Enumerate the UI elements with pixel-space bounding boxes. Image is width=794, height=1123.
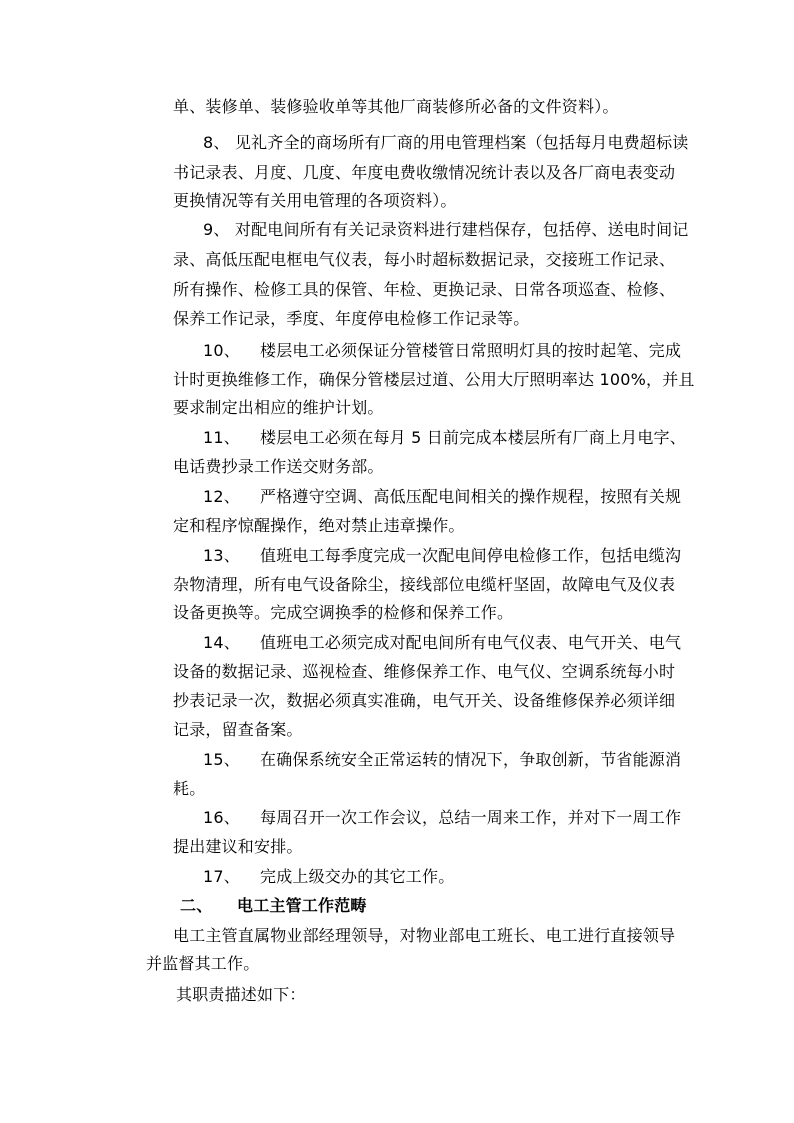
- section-number: 二、: [180, 896, 213, 915]
- item-number: 14、: [203, 633, 240, 652]
- text-line: 定和程序惊醒操作，绝对禁止违章操作。: [173, 516, 465, 535]
- text-line: 书记录表、月度、几度、年度电费收缴情况统计表以及各厂商电表变动: [173, 163, 676, 182]
- list-item: [203, 487, 681, 507]
- item-text: 每周召开一次工作会议，总结一周来工作，并对下一周工作: [260, 808, 682, 827]
- text-line: 设备的数据记录、巡视检查、维修保养工作、电气仪、空调系统每小时: [173, 662, 676, 681]
- list-item: [203, 546, 681, 566]
- text-line: 抄表记录一次，数据必须真实准确，电气开关、设备维修保养必须详细: [173, 691, 676, 710]
- item-text: 值班电工每季度完成一次配电间停电检修工作，包括电缆沟: [260, 546, 682, 565]
- item-number: 10、: [203, 341, 240, 360]
- text-line: 8、 见礼齐全的商场所有厂商的用电管理档案（包括每月电费超标读: [203, 133, 689, 152]
- text-line: 并监督其工作。: [146, 954, 260, 973]
- item-text: 完成上级交办的其它工作。: [260, 867, 455, 886]
- text-line: 录、高低压配电框电气仪表，每小时超标数据记录，交接班工作记录、: [173, 250, 676, 269]
- item-text: 楼层电工必须保证分管楼管日常照明灯具的按时起笔、完成: [260, 341, 682, 360]
- text-line: 设备更换等。完成空调换季的检修和保养工作。: [173, 603, 514, 622]
- list-item: [203, 341, 681, 361]
- item-number: 17、: [203, 867, 240, 886]
- text-line: 电话费抄录工作送交财务部。: [173, 457, 384, 476]
- list-item: [203, 633, 681, 653]
- text-line: 其职责描述如下：: [176, 985, 306, 1004]
- item-text: 值班电工必须完成对配电间所有电气仪表、电气开关、电气: [260, 633, 682, 652]
- text-line: 更换情况等有关用电管理的各项资料）。: [173, 191, 457, 210]
- text-line: 提出建议和安排。: [173, 837, 303, 856]
- text-line: 所有操作、检修工具的保管、年检、更换记录、日常各项巡查、检修、: [173, 280, 676, 299]
- list-item: [203, 808, 681, 828]
- item-text: 严格遵守空调、高低压配电间相关的操作规程，按照有关规: [260, 487, 682, 506]
- text-line: 保养工作记录，季度、年度停电检修工作记录等。: [173, 309, 530, 328]
- list-item: [203, 750, 681, 770]
- text-line: 记录，留查备案。: [173, 720, 303, 739]
- list-item: [203, 867, 454, 887]
- item-number: 11、: [203, 428, 240, 447]
- item-number: 13、: [203, 546, 240, 565]
- item-number: 12、: [203, 487, 240, 506]
- section-heading: [180, 896, 367, 916]
- item-text: 楼层电工必须在每月 5 日前完成本楼层所有厂商上月电字、: [260, 428, 686, 447]
- text-line: 要求制定出相应的维护计划。: [173, 398, 384, 417]
- item-number: 16、: [203, 808, 240, 827]
- text-line: 杂物清理，所有电气设备除尘，接线部位电缆杆坚固，故障电气及仪表: [173, 575, 676, 594]
- item-number: 15、: [203, 750, 240, 769]
- text-line: 计时更换维修工作，确保分管楼层过道、公用大厅照明率达 100%，并且: [173, 370, 695, 389]
- text-line: 单、装修单、装修验收单等其他厂商装修所必备的文件资料）。: [173, 97, 619, 116]
- text-line: 耗。: [173, 779, 206, 798]
- item-text: 在确保系统安全正常运转的情况下，争取创新，节省能源消: [260, 750, 682, 769]
- text-line: 电工主管直属物业部经理领导，对物业部电工班长、电工进行直接领导: [173, 926, 676, 945]
- text-line: 9、 对配电间所有有关记录资料进行建档保存，包括停、送电时间记: [203, 220, 689, 239]
- section-title: 电工主管工作范畴: [237, 896, 367, 915]
- list-item: [203, 428, 686, 448]
